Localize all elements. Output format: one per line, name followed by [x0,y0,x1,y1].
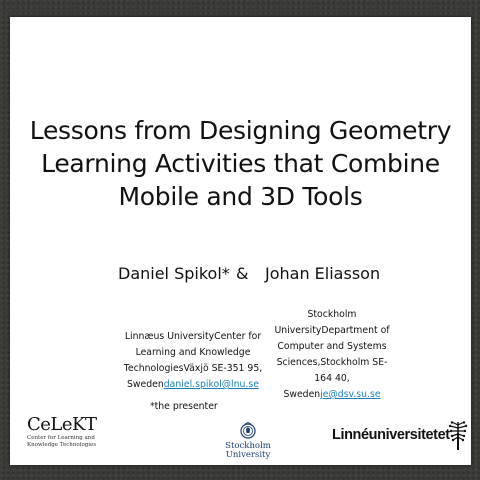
su-logo-text-2: University [225,450,271,460]
author-separator: & [236,264,249,283]
su-logo-text-1: Stockholm [225,441,271,451]
affiliation-line: Computer and Systems [277,341,387,352]
email-link-johan[interactable]: je@dsv.su.se [320,389,381,400]
lnu-logo-text: Linnéuniversitetet [332,427,450,443]
affiliation-su [270,307,394,403]
country-text: Sweden [127,379,164,390]
affiliation-line: Sciences,Stockholm SE-164 40, [276,357,388,384]
presentation-slide [10,17,471,465]
email-link-daniel[interactable]: daniel.spikol@lnu.se [163,379,259,390]
author-daniel-spikol: Daniel Spikol* [118,264,230,283]
celekt-logo-subtitle-2: Knowledge Technologies [27,442,97,448]
affiliation-line: Learning and Knowledge [135,347,251,358]
affiliation-line: TechnologiesVäxjö SE-351 95, [123,363,263,374]
title-line-3: Mobile and 3D Tools [118,182,363,211]
affiliation-lnu [115,329,271,393]
affiliation-line: Linnæus UniversityCenter for [124,331,262,342]
celekt-logo-title: CeLeKT [27,414,97,435]
celekt-logo-subtitle-1: Center for Learning and [27,435,95,441]
slide-title [10,114,471,213]
affiliation-line [270,387,394,403]
author-johan-eliasson: Johan Eliasson [265,264,381,283]
affiliation-line [115,377,271,393]
tree-icon [448,421,468,451]
university-crest-icon [240,422,256,442]
linnaeus-university-logo [332,421,472,451]
title-line-2: Learning Activities that Combine [41,149,440,178]
affiliation-line: Stockholm [307,309,357,320]
country-text: Sweden [283,389,321,400]
stockholm-university-logo [222,422,274,460]
title-line-1: Lessons from Designing Geometry [29,116,452,145]
presenter-note: *the presenter [150,401,218,412]
celekt-logo [27,415,107,449]
affiliation-line: UniversityDepartment of [274,325,390,336]
